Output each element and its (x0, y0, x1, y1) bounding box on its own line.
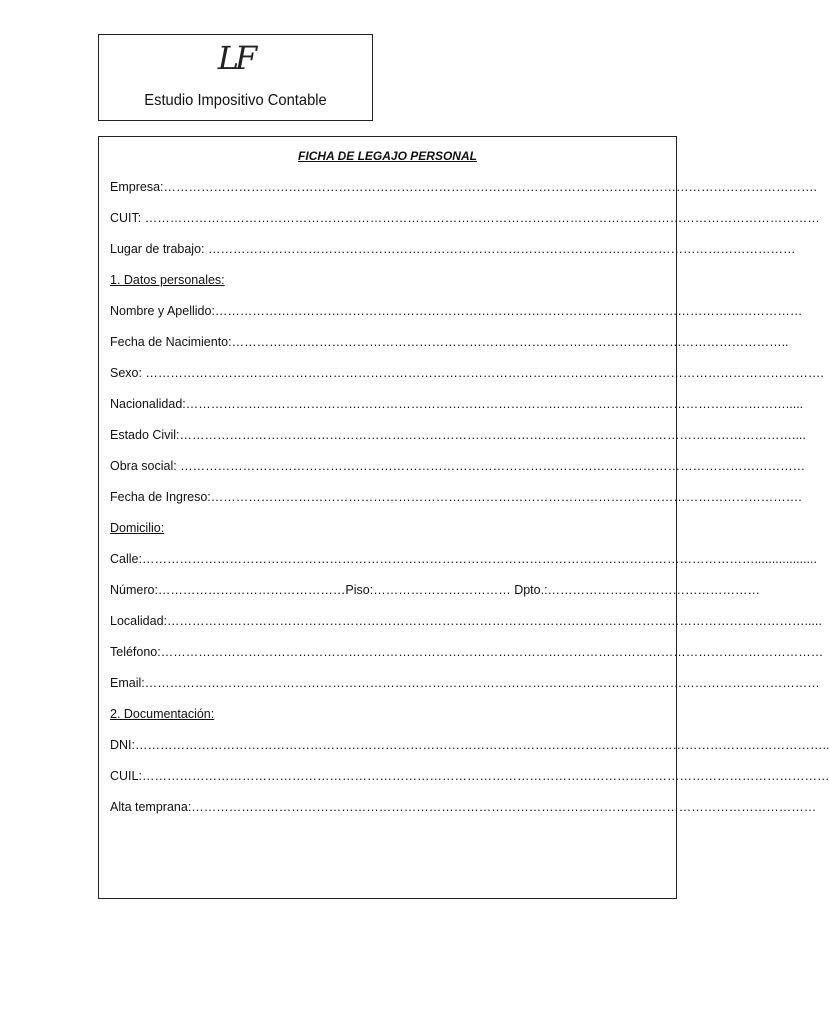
field-obra-social[interactable]: Obra social: …………………………………………………………………………………………………………………………………… (110, 459, 806, 473)
personnel-form (98, 136, 829, 899)
field-nacionalidad[interactable]: Nacionalidad:………………………………………………………………………………………………………………………………..... (110, 397, 804, 411)
section-heading-domicilio: Domicilio: (110, 521, 165, 535)
field-telefono[interactable]: Teléfono:…………………………………………………………………………………………………………………………………………… (110, 645, 824, 659)
letterhead-box (98, 34, 373, 121)
field-localidad[interactable]: Localidad:………………………………………………………………………………………………………………………………………..... (110, 614, 822, 628)
field-alta-temprana[interactable]: Alta temprana:…………………………………………………………………………………………………………………………………… (110, 800, 817, 814)
section-heading-documentacion: 2. Documentación: (110, 707, 215, 721)
form-title: FICHA DE LEGAJO PERSONAL (298, 149, 477, 163)
field-empresa[interactable]: Empresa:…………………………………………………………………………………………………………………………………………. (110, 180, 817, 194)
field-cuit[interactable]: CUIT: ……………………………………………………………………………………………………………………………………………… (110, 211, 820, 225)
field-sexo[interactable]: Sexo: ………………………………………………………………………………………………………………………………………………. (110, 366, 824, 380)
logo-monogram: LF (217, 39, 254, 77)
field-fecha-de-ingreso[interactable]: Fecha de Ingreso:……………………………………………………………………………………………………………………………. (110, 490, 802, 504)
field-estado-civil[interactable]: Estado Civil:………………………………………………………………………………………………………………………………….... (110, 428, 806, 442)
field-lugar-de-trabajo[interactable]: Lugar de trabajo: …………………………………………………………………………………………………………………………… (110, 242, 796, 256)
field-fecha-de-nacimiento[interactable]: Fecha de Nacimiento:…………………………………………………………………………………………………………………….. (110, 335, 789, 349)
field-numero-piso-dpto[interactable]: Número:………………………………………Piso:…………………………… Dpto.:…………………………………………… (110, 583, 761, 597)
field-nombre-y-apellido[interactable]: Nombre y Apellido:…………………………………………………………………………………………………………………………… (110, 304, 803, 318)
company-name: Estudio Impositivo Contable (144, 92, 327, 109)
section-heading-datos-personales: 1. Datos personales: (110, 273, 225, 287)
field-email[interactable]: Email:……………………………………………………………………………………………………………………………………………… (110, 676, 820, 690)
field-calle[interactable]: Calle:………………………………………………………………………………………………………………………………….................. (110, 552, 817, 566)
field-cuil[interactable]: CUIL:………………………………………………………………………………………………………………………………………………… (110, 769, 829, 783)
form-fields (110, 179, 829, 830)
field-dni[interactable]: DNI:………………………………………………………………………………………………………………………………………………….. (110, 738, 829, 752)
